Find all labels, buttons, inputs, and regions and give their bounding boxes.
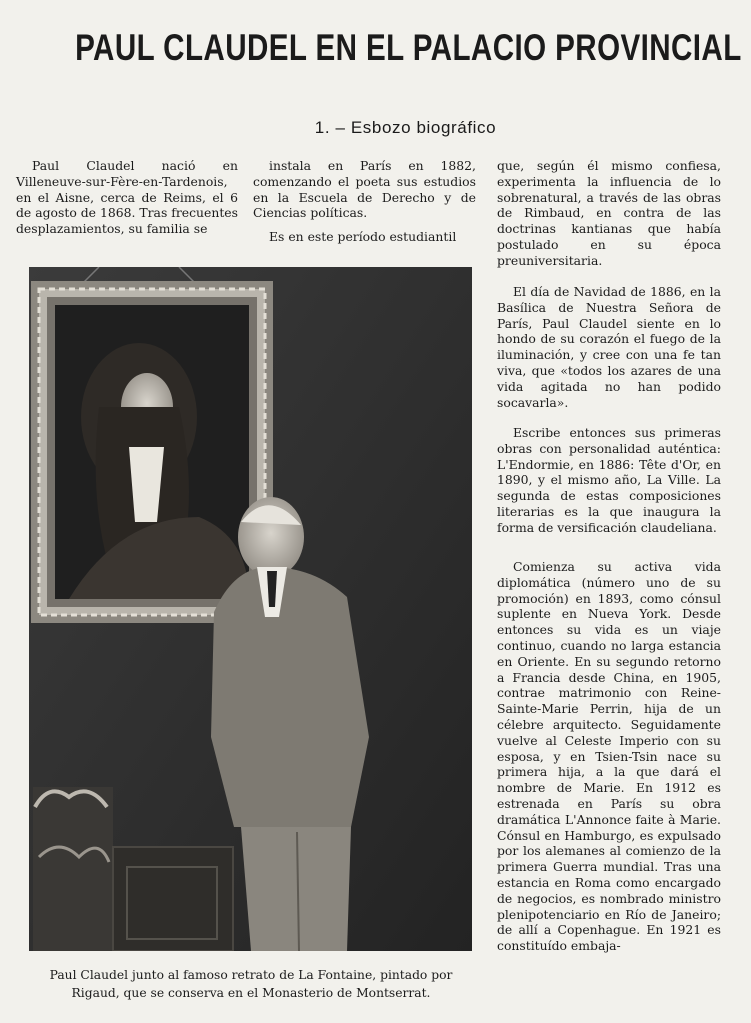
article-col3-paragraph-3: Escribe entonces sus primeras obras con personalidad auténtica: L'Endormie, en 1886: Tête d'Or, en 1890, y el mismo año, La Ville. La segunda de estas composiciones literarias es la que inaugura la forma de versificación claudeliana. [497,425,721,535]
article-col1-paragraph: Paul Claudel nació en Villeneuve-sur-Fère-en-Tardenois, en el Aisne, cerca de Reims, el 6 de agosto de 1868. Tras frecuentes desplazamientos, su familia se [16,158,238,237]
article-col2-paragraph-2: Es en este período estudiantil [269,229,457,244]
section-heading: 1. – Esbozo biográfico [314,118,497,137]
article-col3-paragraph-1: que, según él mismo confiesa, experimenta la influencia de lo sobrenatural, a través de las obras de Rimbaud, en contra de las doctrinas kantianas que había postulado en su época preuniversitaria. [497,158,721,268]
article-col3-paragraph-4: Comienza su activa vida diplomática (número uno de su promoción) en 1893, como cónsul suplente en Nueva York. Desde entonces su vida es un viaje continuo, cuando no larga estancia en Oriente. En su segundo retorno a Francia desde China, en 1905, contrae matrimonio con Reine-Sainte-Marie Perrin, hija de un célebre arquitecto. Seguidamente vuelve al Celeste Imperio con su esposa, y en Tsien-Tsin nace su primera hija, a la que dará el nombre de Marie. En 1912 es estrenada en París su obra dramática L'Annonce faite à Marie. Cónsul en Hamburgo, es expulsado por los alemanes al comienzo de la primera Guerra mundial. Tras una estancia en Roma como encargado de negocios, es nombrado ministro plenipotenciario en Río de Janeiro; de allí a Copenhague. En 1921 es constituído embaja- [497,559,721,954]
article-col3-paragraph-2: El día de Navidad de 1886, en la Basílica de Nuestra Señora de París, Paul Claudel siente en lo hondo de su corazón el fuego de la iluminación, y cree con una fe tan viva, que «todos los azares de una vida agitada no han podido socavarla». [497,284,721,410]
page-title: PAUL CLAUDEL EN EL PALACIO PROVINCIAL [75,27,742,68]
article-col2-paragraph-1: instala en París en 1882, comenzando el poeta sus estudios en la Escuela de Derecho y de Ciencias políticas. [253,158,476,221]
photo-caption: Paul Claudel junto al famoso retrato de La Fontaine, pintado por Rigaud, que se conserva en el Monasterio de Montserrat. [49,968,453,1000]
photograph [29,267,472,951]
